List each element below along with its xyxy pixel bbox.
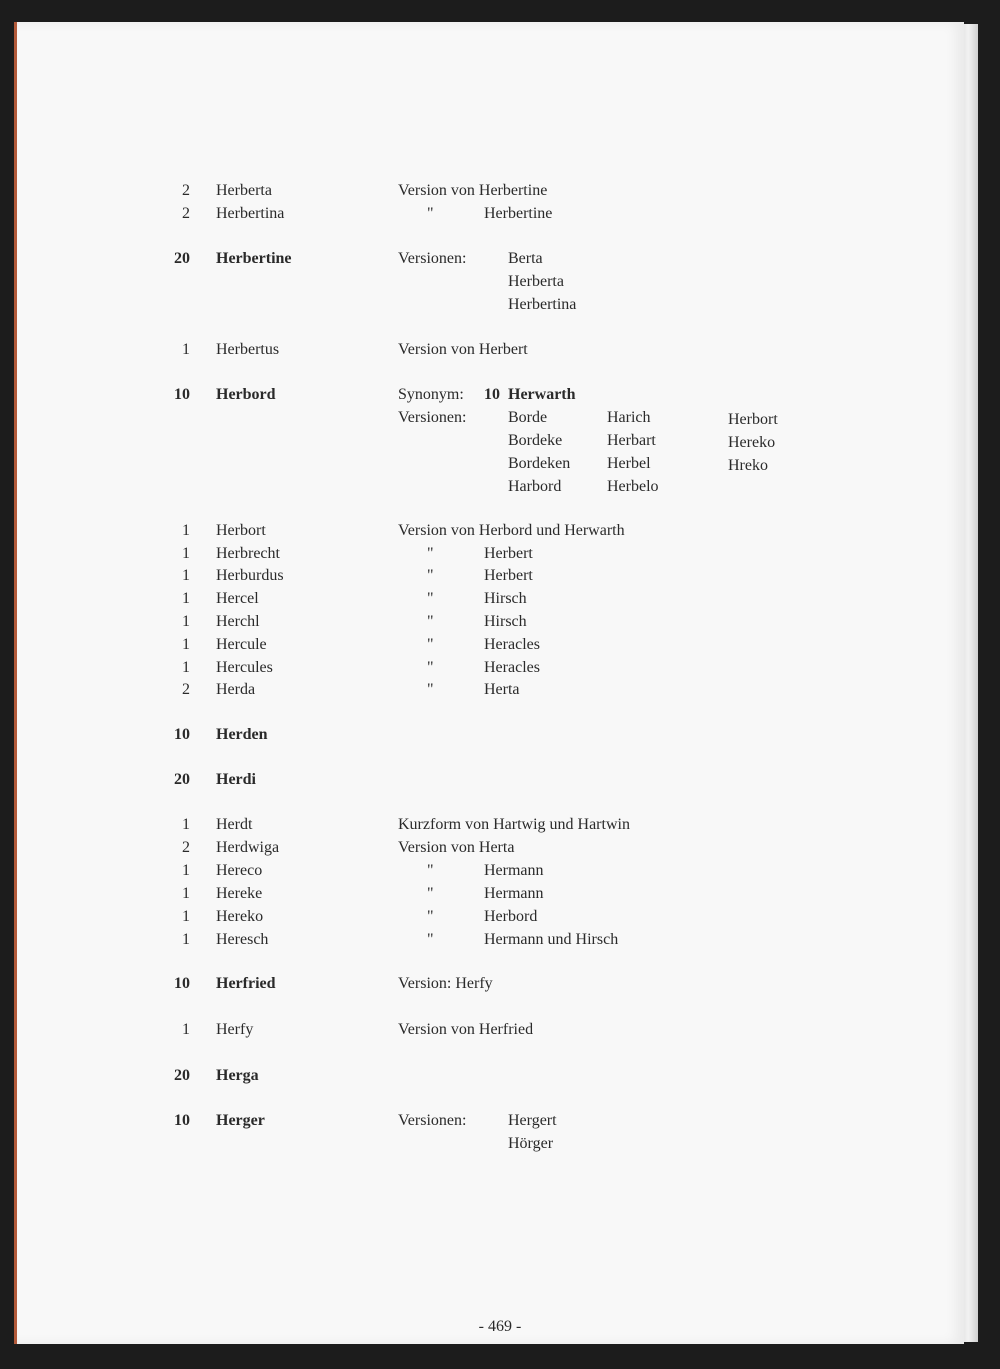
entry-count: 20 [174,771,190,788]
entry-reference: Hermann [484,885,544,902]
version-item: Hreko [728,457,768,474]
ditto-mark: " [427,636,434,653]
entry-name: Hercule [216,636,267,653]
entry-count: 1 [182,522,190,539]
entry-name: Herbort [216,522,266,539]
entry-count: 20 [174,250,190,267]
entry-reference: Heracles [484,636,540,653]
entry-name: Herdt [216,816,253,833]
entry-reference: Hermann [484,862,544,879]
entry-count: 10 [174,975,190,992]
entry-name: Herbertine [216,250,292,267]
version-item: Bordeken [508,455,571,472]
entry-reference: Heracles [484,659,540,676]
version-item: Herbort [728,411,778,428]
version-item: Borde [508,409,548,426]
entry-count: 10 [174,1112,190,1129]
entry-count: 20 [174,1067,190,1084]
ditto-mark: " [427,931,434,948]
synonym-label: Synonym: [398,386,464,403]
version-item: Harbord [508,478,562,495]
version-item: Bordeke [508,432,563,449]
entry-count: 1 [182,341,190,358]
entry-name: Herga [216,1067,259,1084]
entry-count: 10 [174,726,190,743]
entry-count: 2 [182,182,190,199]
entry-name: Hercel [216,590,259,607]
entry-reference: Herbert [484,567,533,584]
version-item: Berta [508,250,543,267]
entry-count: 1 [182,816,190,833]
versions-label: Versionen: [398,1112,467,1129]
entry-name: Herchl [216,613,260,630]
entry-count: 2 [182,681,190,698]
version-item: Herberta [508,273,564,290]
entry-reference: Hermann und Hirsch [484,931,619,948]
entry-count: 10 [174,386,190,403]
version-item: Herbertina [508,296,577,313]
entry-description: Kurzform von Hartwig und Hartwin [398,816,630,833]
ditto-mark: " [427,567,434,584]
entry-count: 1 [182,567,190,584]
ditto-mark: " [427,885,434,902]
version-item: Harich [607,409,651,426]
version-item: Herbelo [607,478,659,495]
entry-count: 1 [182,659,190,676]
ditto-mark: " [427,908,434,925]
entry-count: 1 [182,885,190,902]
entry-name: Herfried [216,975,276,992]
entry-reference: Herbord [484,908,538,925]
entry-name: Herbertina [216,205,285,222]
ditto-mark: " [427,659,434,676]
entry-count: 1 [182,862,190,879]
entry-name: Herda [216,681,256,698]
ditto-mark: " [427,590,434,607]
spine-edge [14,22,17,1344]
entry-name: Hercules [216,659,273,676]
entry-count: 1 [182,931,190,948]
ditto-mark: " [427,545,434,562]
version-item: Hergert [508,1112,557,1129]
entry-name: Herden [216,726,268,743]
entry-name: Hereko [216,908,264,925]
entry-name: Herger [216,1112,265,1129]
entry-description: Version von Herbord und Herwarth [398,522,625,539]
ditto-mark: " [427,613,434,630]
entry-name: Herbord [216,386,276,403]
entry-reference: Herbert [484,545,533,562]
entry-reference: Hirsch [484,590,527,607]
ditto-mark: " [427,862,434,879]
entry-name: Hereke [216,885,263,902]
entry-count: 1 [182,545,190,562]
entry-name: Herdi [216,771,256,788]
page-number: - 469 - [478,1318,522,1335]
entry-reference: Herbertine [484,205,553,222]
version-item: Herbart [607,432,656,449]
entry-description: Version von Herta [398,839,515,856]
entry-name: Herfy [216,1021,254,1038]
version-item: Hörger [508,1135,554,1152]
entry-count: 2 [182,205,190,222]
entry-name: Herbertus [216,341,280,358]
ditto-mark: " [427,205,434,222]
entry-name: Heresch [216,931,269,948]
version-item: Herbel [607,455,651,472]
entry-count: 1 [182,1021,190,1038]
entry-count: 2 [182,839,190,856]
versions-label: Versionen: [398,409,467,426]
entry-name: Herbrecht [216,545,280,562]
synonym-name: Herwarth [508,386,576,403]
versions-label: Versionen: [398,250,467,267]
entry-count: 1 [182,908,190,925]
entry-name: Herburdus [216,567,284,584]
entry-name: Herberta [216,182,272,199]
entry-description: Version von Herfried [398,1021,534,1038]
entry-count: 1 [182,590,190,607]
entry-reference: Herta [484,681,520,698]
entry-count: 1 [182,636,190,653]
synonym-count: 10 [484,386,500,403]
entry-name: Herdwiga [216,839,280,856]
ditto-mark: " [427,681,434,698]
entry-description: Version von Herbertine [398,182,548,199]
entry-description: Version: Herfy [398,975,493,992]
version-item: Hereko [728,434,776,451]
entry-count: 1 [182,613,190,630]
entry-description: Version von Herbert [398,341,528,358]
entry-name: Hereco [216,862,263,879]
entry-reference: Hirsch [484,613,527,630]
